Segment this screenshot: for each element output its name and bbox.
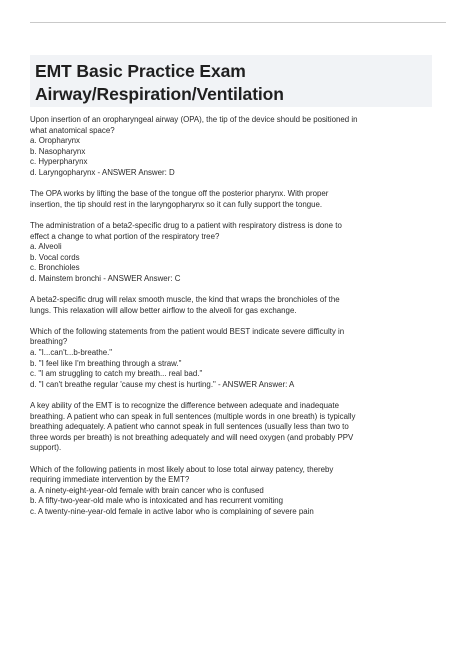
explanation-block [30, 189, 434, 210]
explanation-text: A key ability of the EMT is to recognize the difference between adequate and inadequate [30, 401, 339, 411]
answer-option: c. Hyperpharynx [30, 157, 88, 167]
question-text: effect a change to what portion of the respiratory tree? [30, 231, 220, 241]
answer-option: b. Nasopharynx [30, 146, 86, 156]
question-block [30, 465, 434, 518]
answer-option: d. Laryngopharynx - ANSWER Answer: D [30, 167, 175, 177]
paragraph-gap [30, 285, 434, 296]
paragraph-gap [30, 210, 434, 221]
question-text: The administration of a beta2-specific drug to a patient with respiratory distress is done to [30, 220, 342, 230]
question-text: what anatomical space? [30, 125, 115, 135]
question-text: Which of the following patients in most likely about to lose total airway patency, thereby [30, 464, 334, 474]
explanation-block [30, 401, 434, 454]
question-text: Upon insertion of an oropharyngeal airway (OPA), the tip of the device should be positioned in [30, 115, 358, 124]
explanation-text: support). [30, 443, 62, 453]
explanation-text: breathing adequately. A patient who cannot speak in full sentences (usually less than two to [30, 422, 349, 432]
paragraph-gap [30, 390, 434, 401]
explanation-text: breathing. A patient who can speak in full sentences (multiple words in one breath) is typically [30, 411, 356, 421]
explanation-text: three words per breath) is not breathing adequately and will need oxygen (and probably PPV [30, 432, 354, 442]
document-title: EMT Basic Practice Exam [35, 61, 246, 81]
paragraph-gap [30, 179, 434, 190]
answer-option: c. Bronchioles [30, 263, 80, 273]
explanation-text: A beta2-specific drug will relax smooth muscle, the kind that wraps the bronchioles of the [30, 295, 340, 305]
question-text: requiring immediate intervention by the EMT? [30, 475, 190, 485]
document-subtitle: Airway/Respiration/Ventilation [35, 84, 284, 104]
document-body [30, 115, 434, 518]
question-text: breathing? [30, 337, 68, 347]
question-text: Which of the following statements from the patient would BEST indicate severe difficulty in [30, 326, 345, 336]
answer-option: b. Vocal cords [30, 252, 80, 262]
question-block [30, 115, 434, 179]
answer-option: a. Oropharynx [30, 136, 80, 146]
question-block [30, 221, 434, 285]
answer-option: a. Alveoli [30, 242, 62, 252]
question-block [30, 327, 434, 391]
paragraph-gap [30, 316, 434, 327]
title-banner [30, 55, 432, 107]
answer-option: b. A fifty-two-year-old male who is intoxicated and has recurrent vomiting [30, 496, 284, 506]
answer-option: a. "I...can't...b-breathe." [30, 348, 113, 358]
explanation-text: The OPA works by lifting the base of the tongue off the posterior pharynx. With proper [30, 189, 329, 199]
explanation-text: lungs. This relaxation will allow better airflow to the alveoli for gas exchange. [30, 305, 297, 315]
explanation-block [30, 295, 434, 316]
answer-option: a. A ninety-eight-year-old female with brain cancer who is confused [30, 485, 264, 495]
paragraph-gap [30, 454, 434, 465]
header-rule [30, 22, 446, 23]
answer-option: c. "I am struggling to catch my breath... real bad." [30, 369, 203, 379]
answer-option: b. "I feel like I'm breathing through a straw." [30, 358, 182, 368]
answer-option: c. A twenty-nine-year-old female in active labor who is complaining of severe pain [30, 506, 314, 516]
answer-option: d. "I can't breathe regular 'cause my chest is hurting." - ANSWER Answer: A [30, 379, 295, 389]
explanation-text: insertion, the tip should rest in the laryngopharynx so it can fully support the tongue. [30, 199, 323, 209]
answer-option: d. Mainstem bronchi - ANSWER Answer: C [30, 273, 181, 283]
